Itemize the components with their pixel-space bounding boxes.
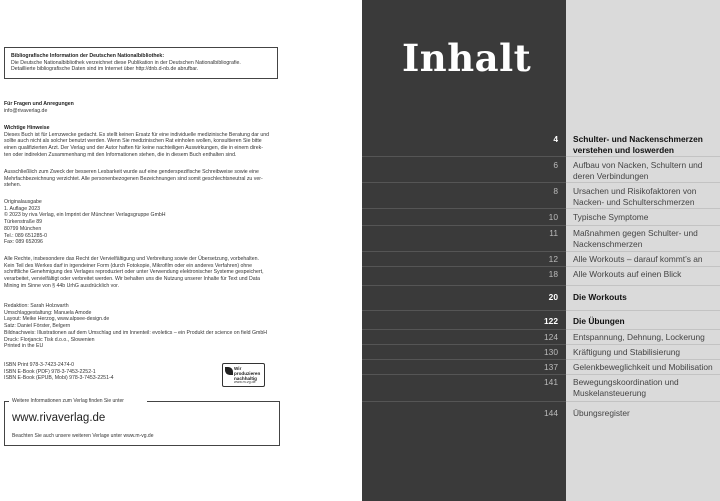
website-legend: Weitere Informationen zum Verlag finden Sie unter — [12, 398, 124, 404]
toc-separator — [362, 251, 720, 252]
toc-title: Maßnahmen gegen Schulter- und Nackenschmerzen — [573, 228, 698, 250]
credit-bild: Bildnachweis: Illustrationen auf dem Umschlag und im Innenteil: evoletics – ein Produkt der science on field GmbH — [4, 329, 267, 336]
toc-page-number: 6 — [553, 160, 558, 170]
toc-page-number: 12 — [548, 254, 558, 264]
toc-heading: Inhalt — [402, 36, 532, 80]
website-note: Beachten Sie auch unsere weiteren Verlage unter www.m-vg.de — [12, 433, 154, 439]
toc-title: Ursachen und Risikofaktoren von Nacken- und Schulterschmerzen — [573, 186, 697, 208]
biblio-title: Bibliografische Information der Deutschen Nationalbibliothek: — [11, 53, 165, 59]
sustainability-badge — [222, 363, 265, 387]
notes-line-4: ten oder indirekten Zusammenhang mit den Informationen stehen, die in diesem Buch enthalten sind. — [4, 151, 237, 158]
toc-page-number: 20 — [548, 292, 558, 302]
biblio-line-2: Detaillierte bibliografische Daten sind im Internet über http://dnb.d-nb.de abrufbar. — [11, 66, 199, 73]
toc-page-number: 4 — [553, 134, 558, 144]
toc-title: Kräftigung und Stabilisierung — [573, 347, 681, 357]
toc-title: Die Workouts — [573, 292, 627, 302]
copyright: © 2023 by riva Verlag, ein Imprint der Münchner Verlagsgruppe GmbH — [4, 212, 166, 219]
notes-line-3: einen qualifizierten Arzt. Der Verlag und der Autor haften für keine nachteiligen Auswirkungen, die in einem direk- — [4, 145, 263, 152]
street: Türkenstraße 89 — [4, 219, 43, 226]
toc-page-number: 130 — [544, 347, 558, 357]
edition: 1. Auflage 2023 — [4, 205, 41, 212]
toc-page-number: 8 — [553, 186, 558, 196]
toc-page-number: 144 — [544, 408, 558, 418]
toc-page-number: 122 — [544, 316, 558, 326]
credit-satz: Satz: Daniel Förster, Belgern — [4, 323, 71, 330]
website-link[interactable]: www.rivaverlag.de — [12, 412, 106, 424]
leaf-icon — [225, 367, 233, 375]
city: 80799 München — [4, 225, 42, 232]
toc-page-number: 11 — [549, 228, 558, 238]
toc-title: Alle Workouts – darauf kommt’s an — [573, 254, 703, 264]
questions-email: info@rivaverlag.de — [4, 107, 48, 114]
toc-title: Gelenkbeweglichkeit und Mobilisation — [573, 362, 713, 372]
gender-line-1: Ausschließlich zum Zweck der besseren Lesbarkeit wurde auf eine genderspezifische Schreibweise sowie eine — [4, 169, 259, 175]
toc-title: Bewegungskoordination und Muskelansteuerung — [573, 377, 679, 399]
toc-separator — [362, 182, 720, 183]
fax: Fax: 089 652096 — [4, 239, 43, 246]
gender-line-3: stehen. — [4, 182, 22, 189]
questions-block — [4, 101, 286, 114]
toc-separator — [362, 225, 720, 226]
toc-separator — [362, 156, 720, 157]
toc-separator — [362, 329, 720, 330]
credit-umschlag: Umschlaggestaltung: Manuela Amode — [4, 309, 92, 316]
notes-line-2: sollte auch nicht als solcher benutzt werden. Wenn Sie medizinischen Rat einholen wollen, konsultieren Sie bitte — [4, 138, 262, 145]
box-border-right — [147, 401, 279, 402]
credit-redaktion: Redaktion: Sarah Holzwarth — [4, 303, 69, 309]
toc-separator — [362, 344, 720, 345]
credit-printed: Printed in the EU — [4, 343, 44, 350]
gender-note-block — [4, 169, 286, 189]
toc-page-number: 10 — [548, 212, 558, 222]
toc-title: Aufbau von Nacken, Schultern und deren Verbindungen — [573, 160, 703, 182]
toc-separator — [362, 266, 720, 267]
toc-page-number: 137 — [544, 362, 558, 372]
toc-separator — [362, 401, 720, 402]
orig-title: Originalausgabe — [4, 199, 42, 205]
biblio-info-box — [4, 47, 278, 79]
toc-title: Alle Workouts auf einen Blick — [573, 269, 682, 279]
toc-page-number: 18 — [548, 269, 558, 279]
badge-text: Wir produzieren nachhaltig — [234, 366, 261, 381]
rights-block — [4, 256, 286, 290]
credits-block — [4, 303, 286, 350]
rights-line-2: Kein Teil des Werkes darf in irgendeiner Form (durch Fotokopie, Mikrofilm oder ein anderes Verfahren) ohne — [4, 262, 253, 269]
notes-line-1: Dieses Buch ist für Lernzwecke gedacht. Es stellt keinen Ersatz für eine individuelle medizinische Beratung dar und — [4, 131, 269, 138]
credit-druck: Druck: Florjancic Tisk d.o.o., Slowenien — [4, 336, 95, 343]
toc-separator — [362, 285, 720, 286]
toc-separator — [362, 359, 720, 360]
credit-layout: Layout: Meike Herzog, www.alpsee-design.de — [4, 316, 110, 323]
toc-title: Übungsregister — [573, 408, 630, 418]
rights-line-5: Mining im Sinne von § 44b UrhG ausdrücklich vor. — [4, 282, 120, 289]
box-border-left — [5, 401, 9, 402]
isbn-print: ISBN Print 978-3-7423-2474-0 — [4, 362, 75, 368]
gender-line-2: Mehrfachbezeichnung verzichtet. Alle personenbezogenen Bezeichnungen sind somit geschlechtsneutral zu ver- — [4, 175, 263, 182]
toc-page-number: 141 — [544, 377, 558, 387]
toc-separator — [362, 310, 720, 311]
isbn-epub: ISBN E-Book (EPUB, Mobi) 978-3-7453-2251-4 — [4, 375, 114, 382]
biblio-line-1: Die Deutsche Nationalbibliothek verzeichnet diese Publikation in der Deutschen Nationalbibliografie. — [11, 59, 241, 66]
toc-page-number: 124 — [544, 332, 558, 342]
isbn-pdf: ISBN E-Book (PDF) 978-3-7453-2252-1 — [4, 368, 96, 375]
toc-title: Typische Symptome — [573, 212, 649, 222]
rights-line-4: verarbeitet, vervielfältigt oder verbreitet werden. Wir behalten uns die Nutzung unserer Inhalte für Text und Data — [4, 276, 260, 283]
toc-title: Entspannung, Dehnung, Lockerung — [573, 332, 705, 342]
toc-separator — [362, 374, 720, 375]
questions-title: Für Fragen und Anregungen — [4, 101, 74, 107]
toc-separator — [362, 208, 720, 209]
tel: Tel.: 089 651285-0 — [4, 232, 47, 239]
toc-title: Die Übungen — [573, 316, 625, 326]
badge-url: www.m-vg.de — [234, 380, 256, 384]
website-box — [4, 398, 280, 446]
notes-block — [4, 125, 286, 159]
rights-line-3: schriftliche Genehmigung des Verlages reproduziert oder unter Verwendung elektronischer Systeme gespeichert, — [4, 269, 264, 276]
notes-title: Wichtige Hinweise — [4, 125, 50, 131]
edition-block — [4, 199, 286, 246]
rights-line-1: Alle Rechte, insbesondere das Recht der Vervielfältigung und Verbreitung sowie der Übersetzung, vorbehalten. — [4, 256, 259, 262]
toc-title: Schulter- und Nackenschmerzen verstehen und loswerden — [573, 134, 703, 156]
